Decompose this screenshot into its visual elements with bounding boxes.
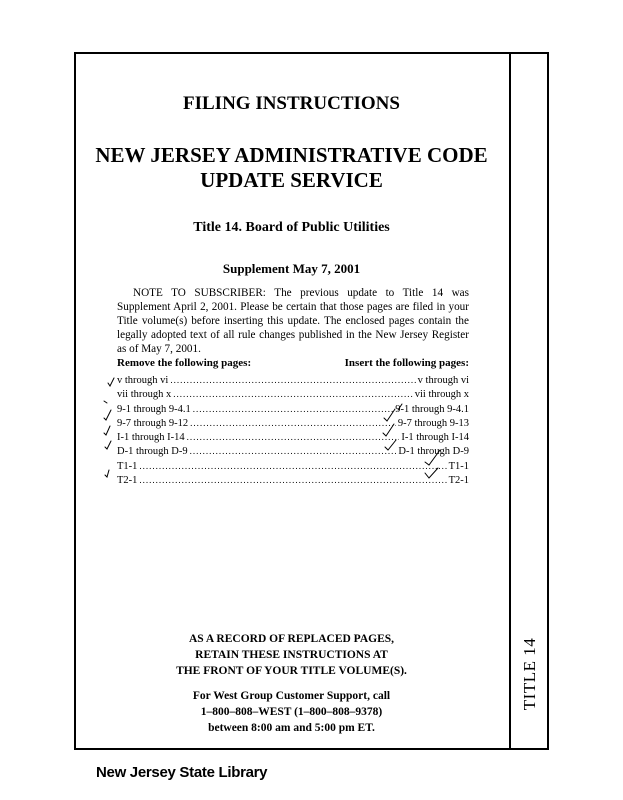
- insert-column-header: Insert the following pages:: [344, 357, 469, 369]
- page-table: [117, 373, 469, 487]
- record-notice: [74, 631, 509, 679]
- tab-divider: [509, 52, 511, 750]
- remove-range: v through vi: [117, 375, 169, 386]
- insert-range: T2-1: [448, 475, 469, 487]
- remove-range: 9-1 through 9-4.1: [117, 403, 191, 415]
- remove-column-header: Remove the following pages:: [117, 357, 252, 369]
- table-row: [117, 402, 469, 416]
- leader-dots: [193, 402, 393, 416]
- record-line-3: THE FRONT OF YOUR TITLE VOLUME(S).: [176, 665, 407, 677]
- remove-range: vii through x: [117, 389, 172, 401]
- support-notice: [74, 688, 509, 736]
- support-line-3: between 8:00 am and 5:00 pm ET.: [208, 722, 375, 734]
- table-row: [117, 373, 469, 387]
- support-line-2: 1–800–808–WEST (1–800–808–9378): [200, 706, 383, 718]
- table-row: [117, 444, 469, 458]
- leader-dots: [187, 430, 400, 444]
- document-subtitle: Title 14. Board of Public Utilities: [193, 220, 390, 235]
- leader-dots: [139, 459, 446, 473]
- subscriber-note: NOTE TO SUBSCRIBER: The previous update to Title 14 was Supplement April 2, 2001. Please be certain that those pages are filed in your Title volume(s) before inserting this update. The enclosed pages contain the legally adopted text of all rule changes published in the New Jersey Register as of May 7, 2001.: [117, 287, 469, 355]
- table-row: [117, 416, 469, 430]
- title-line-1: NEW JERSEY ADMINISTRATIVE CODE: [95, 143, 488, 167]
- leader-dots: [170, 373, 415, 387]
- library-footer: New Jersey State Library: [96, 764, 268, 781]
- insert-range: vii through x: [414, 389, 469, 401]
- table-row: [117, 387, 469, 401]
- table-row: [117, 430, 469, 444]
- page-table-header: [117, 357, 469, 369]
- table-row: [117, 459, 469, 473]
- title-tab: [515, 634, 545, 714]
- insert-range: I-1 through I-14: [401, 432, 469, 444]
- record-line-2: RETAIN THESE INSTRUCTIONS AT: [195, 649, 388, 661]
- leader-dots: [173, 387, 413, 401]
- support-line-1: For West Group Customer Support, call: [192, 690, 391, 702]
- leader-dots: [190, 444, 397, 458]
- remove-range: T1-1: [117, 460, 138, 472]
- leader-dots: [190, 416, 396, 430]
- remove-range: 9-7 through 9-12: [117, 417, 189, 429]
- insert-range: D-1 through D-9: [398, 446, 469, 458]
- title-tab-label: TITLE 14: [520, 637, 540, 711]
- insert-range: v through vi: [417, 375, 469, 386]
- document-title: [74, 143, 509, 193]
- insert-range: 9-7 through 9-13: [397, 417, 469, 429]
- title-line-2: UPDATE SERVICE: [200, 168, 383, 192]
- remove-range: D-1 through D-9: [117, 446, 188, 458]
- supplement-date: Supplement May 7, 2001: [222, 261, 361, 276]
- remove-range: I-1 through I-14: [117, 432, 185, 444]
- insert-range: 9-1 through 9-4.1: [395, 403, 469, 415]
- remove-range: T2-1: [117, 475, 138, 487]
- table-row: [117, 473, 469, 487]
- leader-dots: [139, 473, 446, 487]
- filing-instructions-heading: FILING INSTRUCTIONS: [183, 93, 400, 114]
- record-line-1: AS A RECORD OF REPLACED PAGES,: [188, 633, 395, 645]
- insert-range: T1-1: [448, 460, 469, 472]
